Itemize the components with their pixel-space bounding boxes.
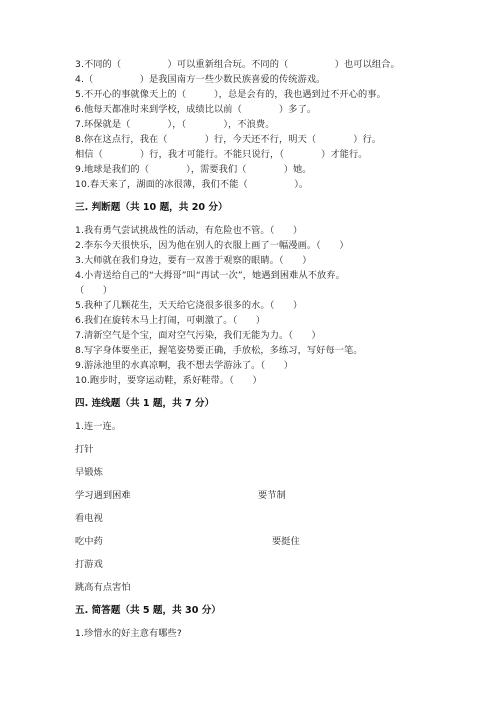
judgment-item-cont: （ ） [75, 285, 113, 296]
judgment-item: 2.李东今天很快乐，因为他在别人的衣服上画了一幅漫画。（ ） [75, 240, 349, 251]
section-heading-matching: 四. 连线题（共 1 题，共 7 分） [75, 398, 215, 409]
fill-item-7: 7.环保就是（ ），（ ），不浪费。 [75, 119, 275, 130]
fill-item-9: 9.地球是我们的（ ），需要我们（ ）她。 [75, 164, 312, 175]
match-left-item: 吃中药 [75, 536, 103, 547]
short-answer-question: 1.珍惜水的好主意有哪些? [75, 628, 182, 639]
judgment-item: 9.游泳池里的水真凉啊，我不想去学游泳了。（ ） [75, 360, 293, 371]
judgment-item: 4.小青送给自己的“大拇哥”叫“再试一次”，她遇到困难从不放弃。 [75, 270, 345, 281]
fill-item-5: 5.不开心的事就像天上的（ ），总是会有的，我也遇到过不开心的事。 [75, 89, 386, 100]
judgment-item: 5.我种了几颗花生，天天给它浇很多很多的水。（ ） [75, 300, 303, 311]
match-left-item: 学习遇到困难 [75, 490, 131, 501]
match-left-item: 跳高有点害怕 [75, 582, 131, 593]
judgment-item: 6.我们在旋转木马上打闹，可刺激了。（ ） [75, 315, 266, 326]
match-left-item: 看电视 [75, 513, 103, 524]
fill-item-6: 6.他每天都准时来到学校，成绩比以前（ ）多了。 [75, 104, 317, 115]
judgment-item: 10.跑步时，要穿运动鞋，系好鞋带。（ ） [75, 375, 262, 386]
judgment-item: 3.大师就在我们身边，要有一双善于观察的眼睛。（ ） [75, 255, 312, 266]
section-heading-short-answer: 五. 简答题（共 5 题，共 30 分） [75, 605, 221, 616]
fill-item-3: 3.不同的（ ）可以重新组合玩。不同的（ ）也可以组合。 [75, 59, 400, 70]
fill-item-8: 8.你在这点行，我在（ ）行，今天还不行，明天（ ）行。 [75, 134, 382, 145]
match-right-item: 要节制 [258, 490, 286, 501]
match-left-item: 打针 [75, 444, 94, 455]
judgment-item: 7.清新空气是个宝，面对空气污染，我们无能为力。（ ） [75, 330, 321, 341]
section-heading-judgment: 三. 判断题（共 10 题，共 20 分） [75, 202, 228, 213]
match-left-item: 早锻炼 [75, 467, 103, 478]
matching-prompt: 1.连一连。 [75, 421, 122, 432]
match-right-item: 要挺住 [272, 536, 300, 547]
judgment-item: 1.我有勇气尝试挑战性的活动，有危险也不管。（ ） [75, 225, 303, 236]
match-left-item: 打游戏 [75, 559, 103, 570]
fill-item-8-cont: 相信（ ）行，我才可能行。不能只说行，（ ）才能行。 [75, 149, 368, 160]
judgment-item: 8.写字身体要坐正，握笔姿势要正确，手放松，多练习，写好每一笔。 [75, 345, 363, 356]
fill-item-10: 10.春天来了，湖面的冰很薄，我们不能（ ）。 [75, 179, 309, 190]
fill-item-4: 4.（ ）是我国南方一些少数民族喜爱的传统游戏。 [75, 74, 326, 85]
